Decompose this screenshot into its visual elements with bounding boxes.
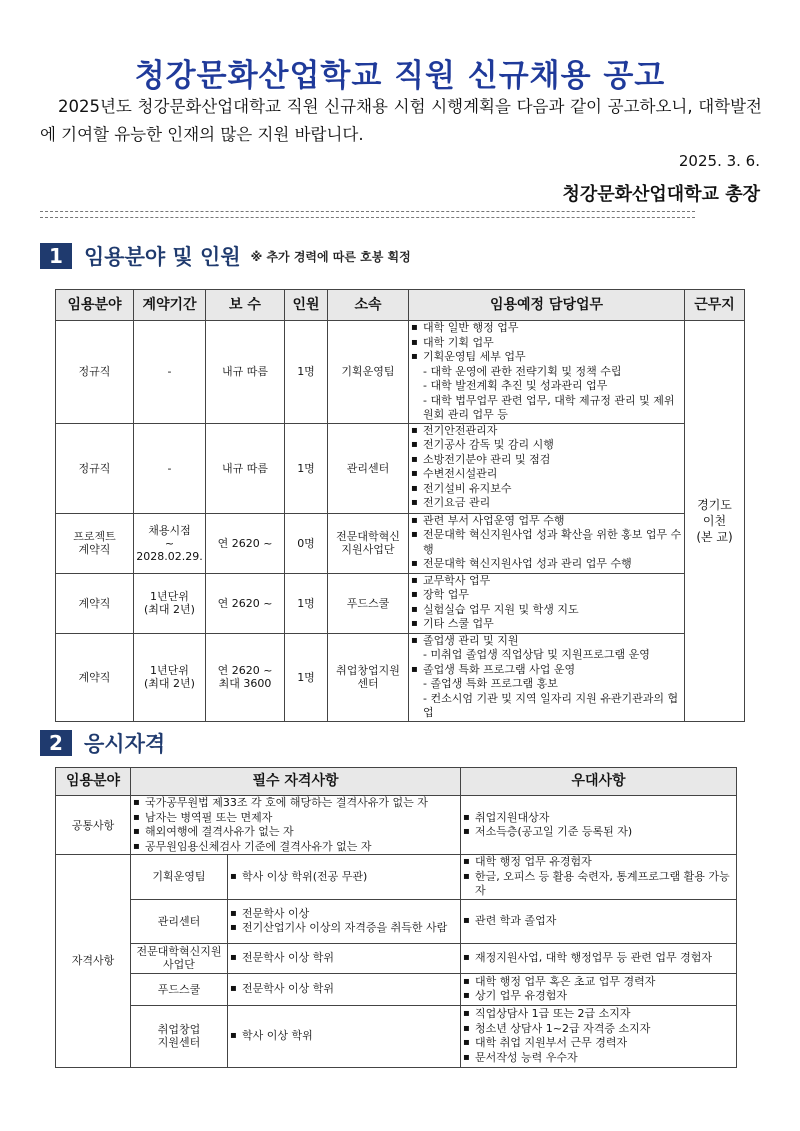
list-item: ▪ 관련 학과 졸업자 [463,914,734,929]
duty-item: ▪ 졸업생 관리 및 지원 [411,634,682,649]
list-item: ▪ 남자는 병역필 또는 면제자 [133,811,458,826]
table-header-row [56,290,745,321]
duty-list [411,514,682,572]
section1-number: 1 [40,243,72,269]
list-item: ▪ 공무원임용신체검사 기준에 결격사유가 없는 자 [133,840,458,855]
pay-cell: 연 2620 ~ 최대 3600 [206,633,285,721]
list-item: ▪ 재정지원사업, 대학 행정업무 등 관련 업무 경험자 [463,951,734,966]
duty-item: - 미취업 졸업생 직업상담 및 지원프로그램 운영 [423,648,650,661]
bullet-list [463,811,734,840]
dept-cell: 기획운영팀 [131,855,228,900]
dept-cell: 관리센터 [328,423,409,513]
count-cell: 0명 [285,513,328,573]
announcement-date: 2025. 3. 6. [678,152,760,170]
table-row [56,1005,737,1067]
duty-item: ▪ 대학 일반 행정 업무 [411,321,682,336]
list-item: ▪ 학사 이상 학위 [230,1029,458,1044]
bullet-list [463,855,734,899]
required-cell [228,899,461,943]
period-cell: 1년단위 (최대 2년) [134,573,206,633]
bullet-list [463,914,734,929]
field-cell: 프로젝트 계약직 [56,513,134,573]
dept-cell: 푸드스쿨 [131,973,228,1005]
preferred-cell [461,1005,737,1067]
duty-item: ▪ 전기안전관리자 [411,424,682,439]
duty-list [411,574,682,632]
count-cell: 1명 [285,321,328,424]
list-item: ▪ 문서작성 능력 우수자 [463,1051,734,1066]
field-cell: 계약직 [56,633,134,721]
required-cell [228,973,461,1005]
list-item: ▪ 해외여행에 결격사유가 없는 자 [133,825,458,840]
preferred-cell [461,899,737,943]
preferred-cell [461,796,737,855]
dept-cell: 전문대학혁신 지원사업단 [328,513,409,573]
table-row [56,321,745,424]
qualification-table [55,767,737,1068]
table-row [56,899,737,943]
count-cell: 1명 [285,573,328,633]
bullet-list [230,951,458,966]
col-header: 보 수 [206,290,285,321]
section2-title: 응시자격 [84,732,166,756]
duty-item: ▪ 전기요금 관리 [411,496,682,511]
signature: 청강문화산업대학교 총장 [562,184,760,205]
bullet-list [230,982,458,997]
period-cell: 채용시점 ~ 2028.02.29. [134,513,206,573]
table-row [56,973,737,1005]
col-header: 근무지 [685,290,745,321]
dept-cell: 기획운영팀 [328,321,409,424]
duty-item: - 대학 발전계획 추진 및 성과관리 업무 [423,379,608,392]
period-cell: 1년단위 (최대 2년) [134,633,206,721]
list-item: ▪ 전기산업기사 이상의 자격증을 취득한 사람 [230,921,458,936]
duty-item: - 대학 법무업무 관련 업무, 대학 제규정 관리 및 제위원회 관리 업무 등 [423,393,675,421]
list-item: ▪ 대학 취업 지원부서 근무 경력자 [463,1036,734,1051]
preferred-cell [461,943,737,973]
col-header: 인원 [285,290,328,321]
page-title: 청강문화산업학교 직원 신규채용 공고 [134,58,666,94]
count-cell: 1명 [285,633,328,721]
pay-cell: 연 2620 ~ [206,513,285,573]
duty-item: ▪ 실험실습 업무 지원 및 학생 지도 [411,603,682,618]
list-item: ▪ 전문학사 이상 학위 [230,951,458,966]
pay-cell: 내규 따름 [206,423,285,513]
col-header: 임용분야 [56,290,134,321]
duties-cell [409,513,685,573]
col-header: 임용분야 [56,768,131,796]
duty-item: ▪ 관련 부서 사업운영 업무 수행 [411,514,682,529]
common-label: 공통사항 [56,796,131,855]
list-item: ▪ 직업상담사 1급 또는 2급 소지자 [463,1007,734,1022]
duty-list [411,424,682,511]
list-item: ▪ 저소득층(공고일 기준 등록된 자) [463,825,734,840]
dept-cell: 푸드스쿨 [328,573,409,633]
duties-cell [409,573,685,633]
duty-item: ▪ 전문대학 혁신지원사업 성과 확산을 위한 홍보 업무 수행 [411,528,682,557]
section2-heading [40,728,165,758]
table-row [56,796,737,855]
section2-number: 2 [40,730,72,756]
duty-item: ▪ 졸업생 특화 프로그램 사업 운영 [411,663,682,678]
qual-label: 자격사항 [56,855,131,1068]
field-cell: 계약직 [56,573,134,633]
table-row [56,855,737,900]
required-cell [228,1005,461,1067]
bullet-list [463,951,734,966]
field-cell: 정규직 [56,321,134,424]
duty-item: ▪ 장학 업무 [411,588,682,603]
pay-cell: 연 2620 ~ [206,573,285,633]
divider [40,211,695,218]
section1-heading [40,241,411,271]
duties-cell [409,423,685,513]
duty-item: - 컨소시엄 기관 및 지역 일자리 지원 유관기관과의 협업 [423,691,679,719]
required-cell [228,855,461,900]
list-item: ▪ 한글, 오피스 등 활용 숙련자, 통계프로그램 활용 가능자 [463,870,734,899]
duties-cell [409,321,685,424]
col-header: 필수 자격사항 [131,768,461,796]
dept-cell: 전문대학혁신지원 사업단 [131,943,228,973]
table-row [56,513,745,573]
dept-cell: 관리센터 [131,899,228,943]
list-item: ▪ 청소년 상담사 1~2급 자격증 소지자 [463,1022,734,1037]
duty-list [411,321,682,423]
bullet-list [463,1007,734,1065]
bullet-list [463,975,734,1004]
recruitment-table [55,289,745,722]
workplace-cell: 경기도 이천 (본 교) [685,321,745,722]
duty-item: - 졸업생 특화 프로그램 홍보 [423,677,558,690]
table-row [56,573,745,633]
col-header: 우대사항 [461,768,737,796]
preferred-cell [461,855,737,900]
period-cell: - [134,321,206,424]
bullet-list [230,907,458,936]
dept-cell: 취업창업지원 센터 [328,633,409,721]
list-item: ▪ 상기 업무 유경험자 [463,989,734,1004]
duty-item: ▪ 소방전기분야 관리 및 점검 [411,453,682,468]
list-item: ▪ 전문학사 이상 [230,907,458,922]
duty-item: ▪ 수변전시설관리 [411,467,682,482]
duty-item: - 대학 운영에 관한 전략기획 및 정책 수립 [423,364,622,378]
required-cell [131,796,461,855]
duty-item: ▪ 기획운영팀 세부 업무 [411,350,682,365]
table-row [56,943,737,973]
field-cell: 정규직 [56,423,134,513]
table-row [56,423,745,513]
duties-cell [409,633,685,721]
section1-note: ※ 추가 경력에 따른 호봉 획정 [250,249,411,264]
list-item: ▪ 대학 행정 업무 유경험자 [463,855,734,870]
col-header: 임용예정 담당업무 [409,290,685,321]
dept-cell: 취업창업 지원센터 [131,1005,228,1067]
duty-item: ▪ 전기설비 유지보수 [411,482,682,497]
duty-item: ▪ 전기공사 감독 및 감리 시행 [411,438,682,453]
col-header: 소속 [328,290,409,321]
list-item: ▪ 전문학사 이상 학위 [230,982,458,997]
intro-paragraph: 2025년도 청강문화산업대학교 직원 신규채용 시험 시행계획을 다음과 같이 공고하오니, 대학발전에 기여할 유능한 인재의 많은 지원 바랍니다. [40,97,762,144]
col-header: 계약기간 [134,290,206,321]
duty-item: ▪ 전문대학 혁신지원사업 성과 관리 업무 수행 [411,557,682,572]
bullet-list [230,870,458,885]
duty-item: ▪ 기타 스쿨 업무 [411,617,682,632]
table-row [56,633,745,721]
section1-title: 임용분야 및 인원 [84,245,241,269]
list-item: ▪ 학사 이상 학위(전공 무관) [230,870,458,885]
required-cell [228,943,461,973]
count-cell: 1명 [285,423,328,513]
duty-item: ▪ 대학 기획 업무 [411,336,682,351]
list-item: ▪ 국가공무원법 제33조 각 호에 해당하는 결격사유가 없는 자 [133,796,458,811]
period-cell: - [134,423,206,513]
list-item: ▪ 대학 행정 업무 혹은 초교 업무 경력자 [463,975,734,990]
duty-list [411,634,682,721]
preferred-cell [461,973,737,1005]
pay-cell: 내규 따름 [206,321,285,424]
table-header-row [56,768,737,796]
bullet-list [133,796,458,854]
list-item: ▪ 취업지원대상자 [463,811,734,826]
bullet-list [230,1029,458,1044]
duty-item: ▪ 교무학사 업무 [411,574,682,589]
